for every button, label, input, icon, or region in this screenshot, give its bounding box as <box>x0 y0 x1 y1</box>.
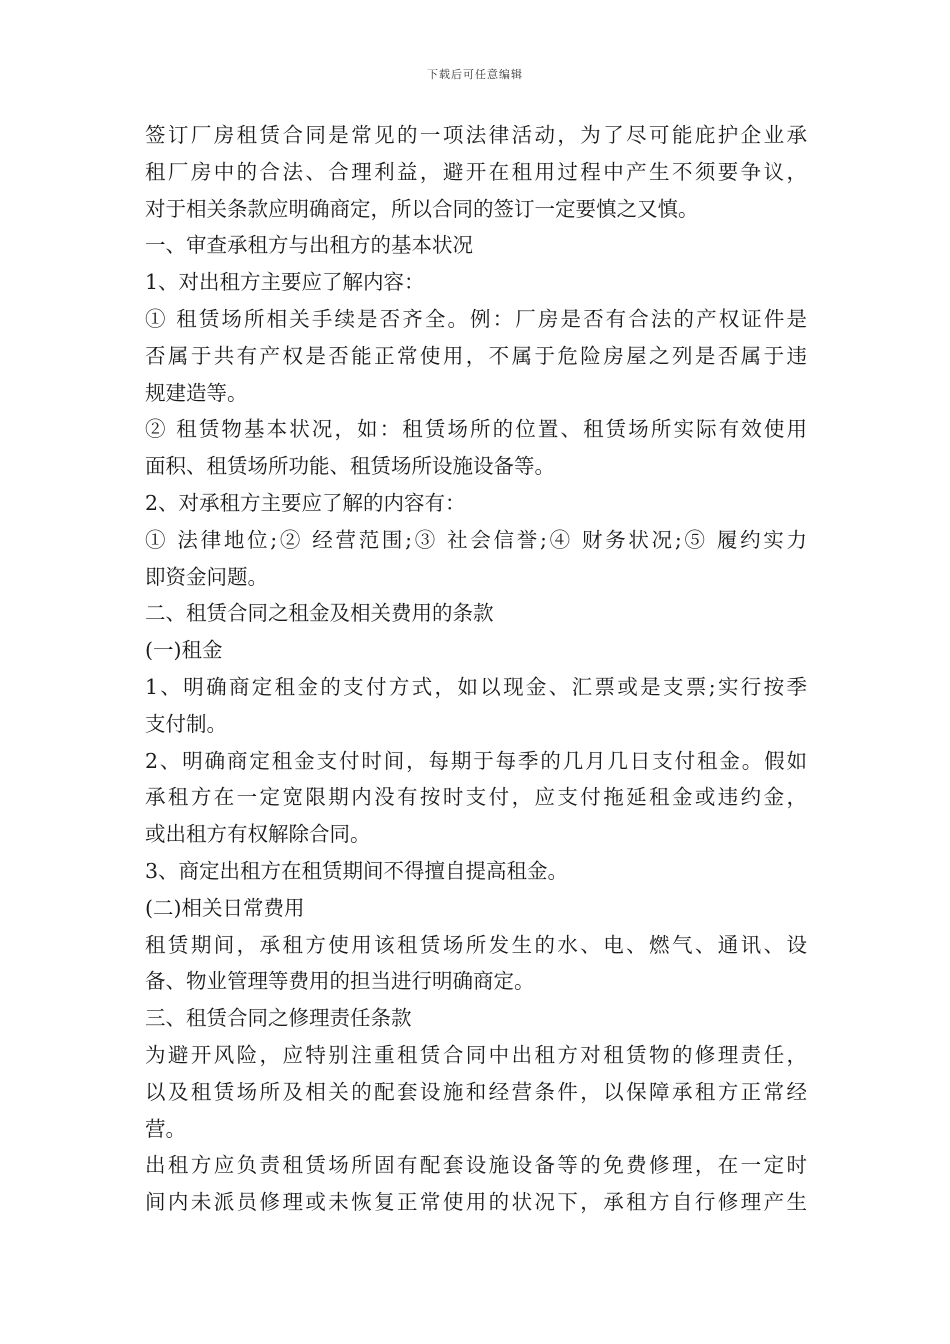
text-line: 否属于共有产权是否能正常使用，不属于危险房屋之列是否属于违 <box>145 343 807 368</box>
text-line: ② 租赁物基本状况，如：租赁场所的位置、租赁场所实际有效使用 <box>145 417 807 442</box>
text-line: 或出租方有权解除合同。 <box>145 822 371 847</box>
text-line: 即资金问题。 <box>145 564 268 589</box>
text-line: 1、对出租方主要应了解内容： <box>145 270 425 295</box>
text-line: 支付制。 <box>145 711 227 736</box>
header-note: 下载后可任意编辑 <box>427 68 523 81</box>
document-body <box>145 117 807 1221</box>
text-line: 2、对承租方主要应了解的内容有： <box>145 490 466 515</box>
text-line: 规建造等。 <box>145 380 248 405</box>
text-line: 二、租赁合同之租金及相关费用的条款 <box>145 601 494 626</box>
text-line: 备、物业管理等费用的担当进行明确商定。 <box>145 969 535 994</box>
text-line: (一)租金 <box>145 638 223 663</box>
text-line: 面积、租赁场所功能、租赁场所设施设备等。 <box>145 454 555 479</box>
text-line: 间内未派员修理或未恢复正常使用的状况下，承租方自行修理产生 <box>145 1190 807 1215</box>
text-line: 1、明确商定租金的支付方式，如以现金、汇票或是支票;实行按季 <box>145 674 807 699</box>
text-line: 对于相关条款应明确商定，所以合同的签订一定要慎之又慎。 <box>145 196 699 221</box>
text-line: 一、审查承租方与出租方的基本状况 <box>145 233 473 258</box>
text-line: 为避开风险，应特别注重租赁合同中出租方对租赁物的修理责任， <box>145 1042 807 1067</box>
text-line: ① 法律地位;② 经营范围;③ 社会信誉;④ 财务状况;⑤ 履约实力 <box>145 527 807 552</box>
text-line: 出租方应负责租赁场所固有配套设施设备等的免费修理，在一定时 <box>145 1153 807 1178</box>
text-line: 以及租赁场所及相关的配套设施和经营条件，以保障承租方正常经 <box>145 1079 807 1104</box>
text-line: 租厂房中的合法、合理利益，避开在租用过程中产生不须要争议， <box>145 159 807 184</box>
text-line: 租赁期间，承租方使用该租赁场所发生的水、电、燃气、通讯、设 <box>145 932 807 957</box>
text-line: 承租方在一定宽限期内没有按时支付，应支付拖延租金或违约金， <box>145 785 807 810</box>
text-line: 签订厂房租赁合同是常见的一项法律活动，为了尽可能庇护企业承 <box>145 123 807 147</box>
text-line: 2、明确商定租金支付时间，每期于每季的几月几日支付租金。假如 <box>145 748 807 773</box>
text-line: 营。 <box>145 1116 186 1141</box>
text-line: (二)相关日常费用 <box>145 895 305 920</box>
text-line: 三、租赁合同之修理责任条款 <box>145 1006 412 1031</box>
text-line: 3、商定出租方在租赁期间不得擅自提高租金。 <box>145 858 569 883</box>
text-line: ① 租赁场所相关手续是否齐全。例：厂房是否有合法的产权证件是 <box>145 306 807 331</box>
